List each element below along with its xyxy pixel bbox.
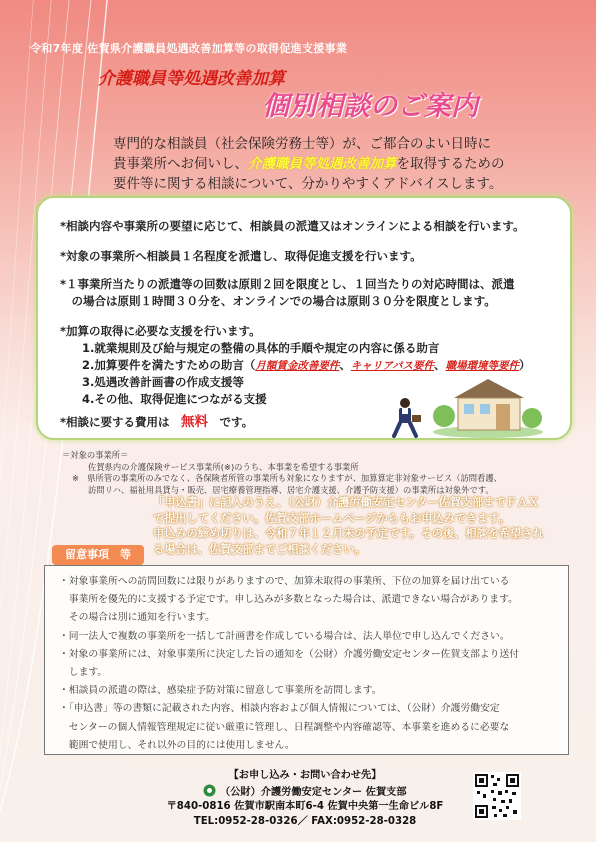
notice-line: センターの個人情報管理規定に従い厳重に管理し、日程調整や内容確認等、本事業を進めるに必要な bbox=[59, 721, 510, 733]
notice-line: します。 bbox=[59, 667, 108, 679]
target-note-heading: ＝対象の事業所＝ bbox=[62, 450, 129, 460]
cost-label: *相談に要する費用は bbox=[60, 415, 170, 429]
intro-line2-pre: 貴事業所へお伺いし、 bbox=[113, 156, 248, 172]
notice-line: ・同一法人で複数の事業所を一括して計画書を作成している場合は、法人単位で申し込んでください。 bbox=[59, 630, 510, 642]
intro-line2 bbox=[113, 154, 505, 174]
info-item-2: *対象の事業所へ相談員１名程度を派遣し、取得促進支援を行います。 bbox=[60, 249, 422, 263]
contact-block bbox=[150, 769, 460, 829]
sep-1: 、 bbox=[339, 358, 351, 372]
notice-line: ・対象事業所への訪問回数には限りがありますので、加算未取得の事業所、下位の加算を届け出ている bbox=[59, 576, 510, 587]
target-note bbox=[62, 450, 502, 496]
sep-2: 、 bbox=[434, 358, 446, 372]
apply-line4: る場合は、佐賀支部までご相談ください。 bbox=[153, 542, 366, 556]
info-item-3a: *１事業所当たりの派遣等の回数は原則２回を限度とし、１回当たりの対応時間は、派遣 bbox=[60, 277, 515, 291]
support-item-1: 1.就業規則及び給与規定の整備の具体的手順や規定の内容に係る助言 bbox=[82, 341, 440, 355]
title-line1: 介護職員等処遇改善加算 bbox=[98, 69, 285, 89]
business-person-illustration bbox=[386, 396, 424, 438]
contact-address: 〒840-0816 佐賀市駅南本町6-4 佐賀中央第一生命ビル8F bbox=[166, 801, 444, 812]
contact-heading: 【お申し込み・お問い合わせ先】 bbox=[228, 770, 382, 781]
notice-box bbox=[44, 565, 569, 755]
intro-line1: 専門的な相談員（社会保険労務士等）が、ご都合のよい日時に bbox=[113, 136, 491, 152]
support-item-4: 4.その他、取得促進につながる支援 bbox=[82, 392, 267, 406]
notice-line: その場合は別に通知を行います。 bbox=[59, 612, 215, 624]
title-line2: 個別相談のご案内 bbox=[262, 91, 478, 122]
intro-line3: 要件等に関する相談について、分かりやすくアドバイスします。 bbox=[113, 176, 503, 192]
info-item-1: *相談内容や事業所の要望に応じて、相談員の派遣又はオンラインによる相談を行います。 bbox=[60, 219, 525, 233]
notice-line: ・相談員の派遣の際は、感染症予防対策に留意して事業所を訪問します。 bbox=[59, 685, 382, 697]
notice-line: 範囲で使用し、それ以外の目的には使用しません。 bbox=[59, 739, 295, 751]
apply-line3: 申込みの締め切りは、令和７年１２月末の予定です。その後、相談を希望され bbox=[153, 527, 544, 540]
qr-code-icon[interactable] bbox=[473, 772, 521, 820]
apply-line1: 「申込書」に記入のうえ、（公財）介護労働安定センター佐賀支部までＦＡＸ bbox=[153, 496, 540, 509]
application-note bbox=[153, 495, 571, 557]
program-title: 令和7年度 佐賀県介護職員処遇改善加算等の取得促進支援事業 bbox=[30, 42, 348, 55]
close-paren: ） bbox=[519, 358, 531, 372]
notice-list bbox=[59, 573, 519, 755]
info-box bbox=[36, 196, 572, 440]
contact-tel-fax: TEL:0952-28-0326／ FAX:0952-28-0328 bbox=[193, 815, 417, 827]
req-environment: 職場環境等要件 bbox=[445, 360, 520, 372]
notice-line: ・対象の事業所には、対象事業所に決定した旨の通知を（公財）介護労働安定センター佐賀支部より送付 bbox=[59, 648, 520, 660]
support-item-3: 3.処遇改善計画書の作成支援等 bbox=[82, 375, 244, 389]
intro-line2-post: を取得するための bbox=[396, 156, 505, 172]
org-logo-icon bbox=[203, 784, 216, 797]
notice-line: ・「申込書」等の書類に記載された内容、相談内容および個人情報については、（公財）介護労働安定 bbox=[59, 703, 500, 715]
target-note-line3: ※ 県所管の事業所のみでなく、各保険者所管の事業所も対象になりますが、加算算定非対象サービス（訪問看護、 bbox=[72, 473, 502, 483]
support-item-2-label: 2.加算要件を満たすための助言（ bbox=[82, 358, 256, 372]
contact-org-line bbox=[150, 784, 460, 801]
support-item-2 bbox=[82, 357, 531, 375]
target-note-line2: 佐賀県内の介護保険サービス事業所(※)のうち、本事業を希望する事業所 bbox=[88, 461, 359, 472]
notice-tag: 留意事項 等 bbox=[52, 545, 144, 565]
notice-line: 事業所を優先的に支援する予定です。申し込みが多数となった場合は、派遣できない場合があります。 bbox=[59, 594, 518, 606]
info-item-3b: の場合は原則１時間３０分を、オンラインでの場合は原則３０分を限度とします。 bbox=[60, 294, 496, 308]
intro-highlight: 介護職員等処遇改善加算 bbox=[248, 156, 397, 172]
intro-text bbox=[113, 134, 505, 194]
cost-free: 無料 bbox=[181, 414, 209, 430]
apply-line2: で提出してください。佐賀支部ホームページからもお申込みできます。 bbox=[153, 511, 510, 525]
contact-org: （公財）介護労働安定センター 佐賀支部 bbox=[220, 786, 407, 798]
req-wage: 月額賃金改善要件 bbox=[255, 360, 340, 372]
office-building-illustration bbox=[432, 376, 544, 438]
cost-line bbox=[60, 414, 253, 431]
cost-suffix: です。 bbox=[219, 415, 254, 429]
target-note-line4: 訪問リハ、福祉用具貸与・販売、居宅療養管理指導、居宅介護支援、介護予防支援）の事業所は対象外です。 bbox=[88, 484, 494, 495]
info-item-4: *加算の取得に必要な支援を行います。 bbox=[60, 324, 261, 338]
req-career: キャリアパス要件 bbox=[350, 360, 435, 372]
